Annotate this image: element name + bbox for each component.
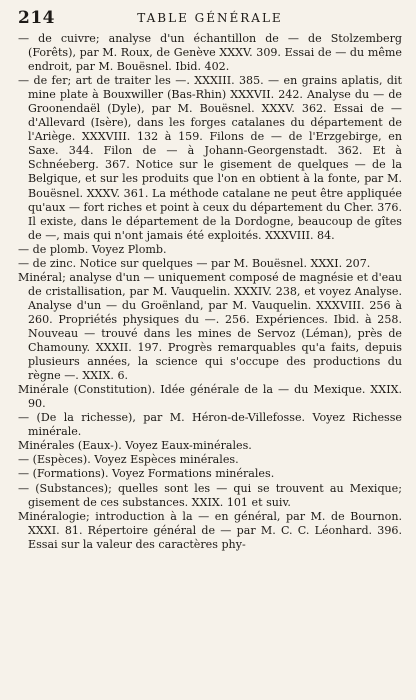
index-entry: — de plomb. Voyez Plomb. [18,242,167,256]
index-entry: — (Espèces). Voyez Espèces minérales. [18,453,239,467]
index-entry: — (De la richesse), par M. Héron-de-Villefosse. Voyez Richesse minérale. [18,411,402,439]
index-entry: Minérale (Constitution). Idée générale de la — du Mexique. XXIX. 90. [18,383,402,411]
index-entry: — de cuivre; analyse d'un échantillon de — de Stolzemberg (Forêts), par M. Roux, de Genève XXXV. 309. Essai de — du même endroit, par M. Bouësnel. Ibid. 402. [18,32,402,74]
running-title: TABLE GÉNÉRALE [137,11,283,25]
page-number: 214 [18,8,55,28]
index-entry: — de zinc. Notice sur quelques — par M. Bouësnel. XXXI. 207. [18,256,371,270]
index-entry: — (Substances); quelles sont les — qui se trouvent au Mexique; gisement de ces substances. XXIX. 101 et suiv. [18,481,402,509]
index-entry: Minéral; analyse d'un — uniquement composé de magnésie et d'eau de cristallisation, par M. Vauquelin. XXXIV. 238, et voyez Analyse. Analyse d'un — du Groënland, par M. Vauquelin. XXXVIII. 256 à 260. Propriétés physiques du —. 256. Expériences. Ibid. à 258. Nouveau — trouvé dans les mines de Servoz (Léman), près de Chamouny. XXXII. 197. Progrès remarquables qu'a faits, depuis plusieurs années, la science qui s'occupe des productions du règne —. XXIX. 6. [18,270,402,383]
index-text [18,32,402,552]
index-entry: Minéralogie; introduction à la — en général, par M. de Bournon. XXXI. 81. Répertoire général de — par M. C. C. Léonhard. 396. Essai sur la valeur des caractères phy- [18,509,402,551]
page-header [18,8,402,30]
index-entry: — (Formations). Voyez Formations minérales. [18,467,275,481]
index-entry: Minérales (Eaux-). Voyez Eaux-minérales. [18,439,252,453]
index-entry: — de fer; art de traiter les —. XXXIII. 385. — en grains aplatis, dit mine plate à Bouxwiller (Bas-Rhin) XXXVII. 242. Analyse du — de Groonendaël (Dyle), par M. Bouësnel. XXXV. 362. Essai de — d'Allevard (Isère), dans les forges catalanes du département de l'Ariège. XXXVIII. 132 à 159. Filons de — de l'Erzgebirge, en Saxe. 344. Filon de — à Johann-Georgenstadt. 362. Et à Schnéeberg. 367. Notice sur le gisement de quelques — de la Belgique, et sur les produits que l'on en obtient à la fonte, par M. Bouësnel. XXXV. 361. La méthode catalane ne peut être appliquée qu'aux — fort riches et point à ceux du département du Cher. 376. Il existe, dans le département de la Dordogne, beaucoup de gîtes de —, mais qui n'ont jamais été exploités. XXXVIII. 84. [18,74,402,242]
